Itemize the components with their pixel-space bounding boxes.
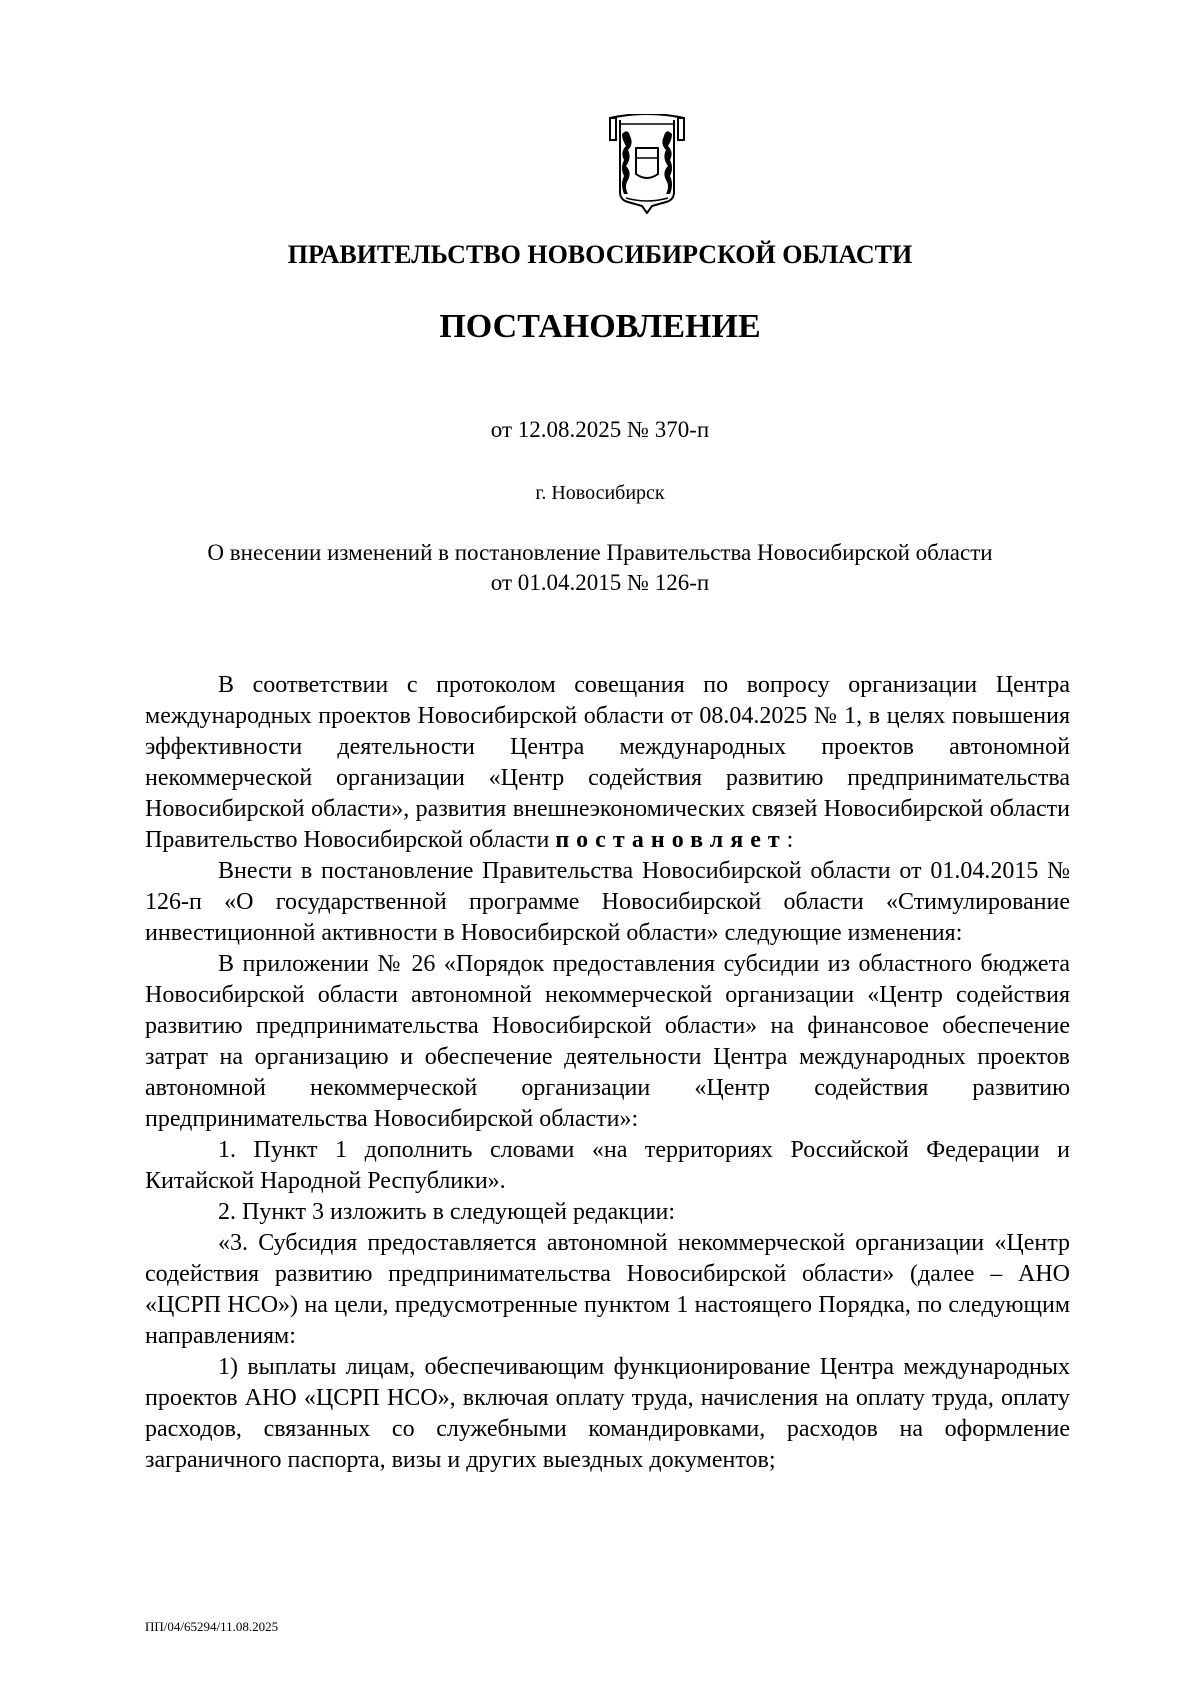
- date-and-number: от 12.08.2025 № 370-п: [490, 417, 710, 442]
- document-type-title: ПОСТАНОВЛЕНИЕ: [439, 308, 761, 345]
- document-code: ПП/04/65294/11.08.2025: [145, 1619, 279, 1634]
- document-subject: [0, 538, 1200, 598]
- city-name: г. Новосибирск: [535, 482, 665, 504]
- decree-word: постановляет: [555, 827, 787, 853]
- paragraph-item-1: 1. Пункт 1 дополнить словами «на территориях Российской Федерации и Китайской Народной Республики».: [145, 1137, 1070, 1194]
- decree-colon: :: [786, 827, 794, 853]
- subject-line-1: О внесении изменений в постановление Правительства Новосибирской области: [207, 540, 993, 565]
- novosibirsk-coat-of-arms-icon: [606, 114, 688, 214]
- paragraph-appendix-26: В приложении № 26 «Порядок предоставления субсидии из областного бюджета Новосибирской области автономной некоммерческой организации «Центр содействия развитию предпринимательства Новосибирской области» на финансовое обеспечение затрат на организацию и обеспечение деятельности Центра международных проектов автономной некоммерческой организации «Центр содействия развитию предпринимательства Новосибирской области»:: [145, 951, 1070, 1132]
- paragraph-point-3: «3. Субсидия предоставляется автономной некоммерческой организации «Центр содействия развитию предпринимательства Новосибирской области» (далее – АНО «ЦСРП НСО») на цели, предусмотренные пунктом 1 настоящего Порядка, по следующим направлениям:: [145, 1230, 1070, 1349]
- paragraph-preamble: [145, 670, 1070, 856]
- paragraph-amend-intro: Внести в постановление Правительства Новосибирской области от 01.04.2015 № 126-п «О государственной программе Новосибирской области «Стимулирование инвестиционной активности в Новосибирской области» следующие изменения:: [145, 858, 1070, 946]
- document-body: [145, 670, 1070, 1476]
- paragraph-item-2: 2. Пункт 3 изложить в следующей редакции:: [218, 1199, 676, 1225]
- organization-title: ПРАВИТЕЛЬСТВО НОВОСИБИРСКОЙ ОБЛАСТИ: [287, 240, 913, 269]
- subject-line-2: от 01.04.2015 № 126-п: [490, 570, 710, 595]
- paragraph-subitem-1: 1) выплаты лицам, обеспечивающим функционирование Центра международных проектов АНО «ЦСРП НСО», включая оплату труда, начисления на оплату труда, оплату расходов, связанных со служебными командировками, расходов на оформление заграничного паспорта, визы и других выездных документов;: [145, 1354, 1070, 1473]
- preamble-text: В соответствии с протоколом совещания по вопросу организации Центра международных проектов Новосибирской области от 08.04.2025 № 1, в целях повышения эффективности деятельности Центра международных проектов автономной некоммерческой организации «Центр содействия развитию предпринимательства Новосибирской области», развития внешнеэкономических связей Новосибирской области Правительство Новосибирской области: [145, 672, 1070, 853]
